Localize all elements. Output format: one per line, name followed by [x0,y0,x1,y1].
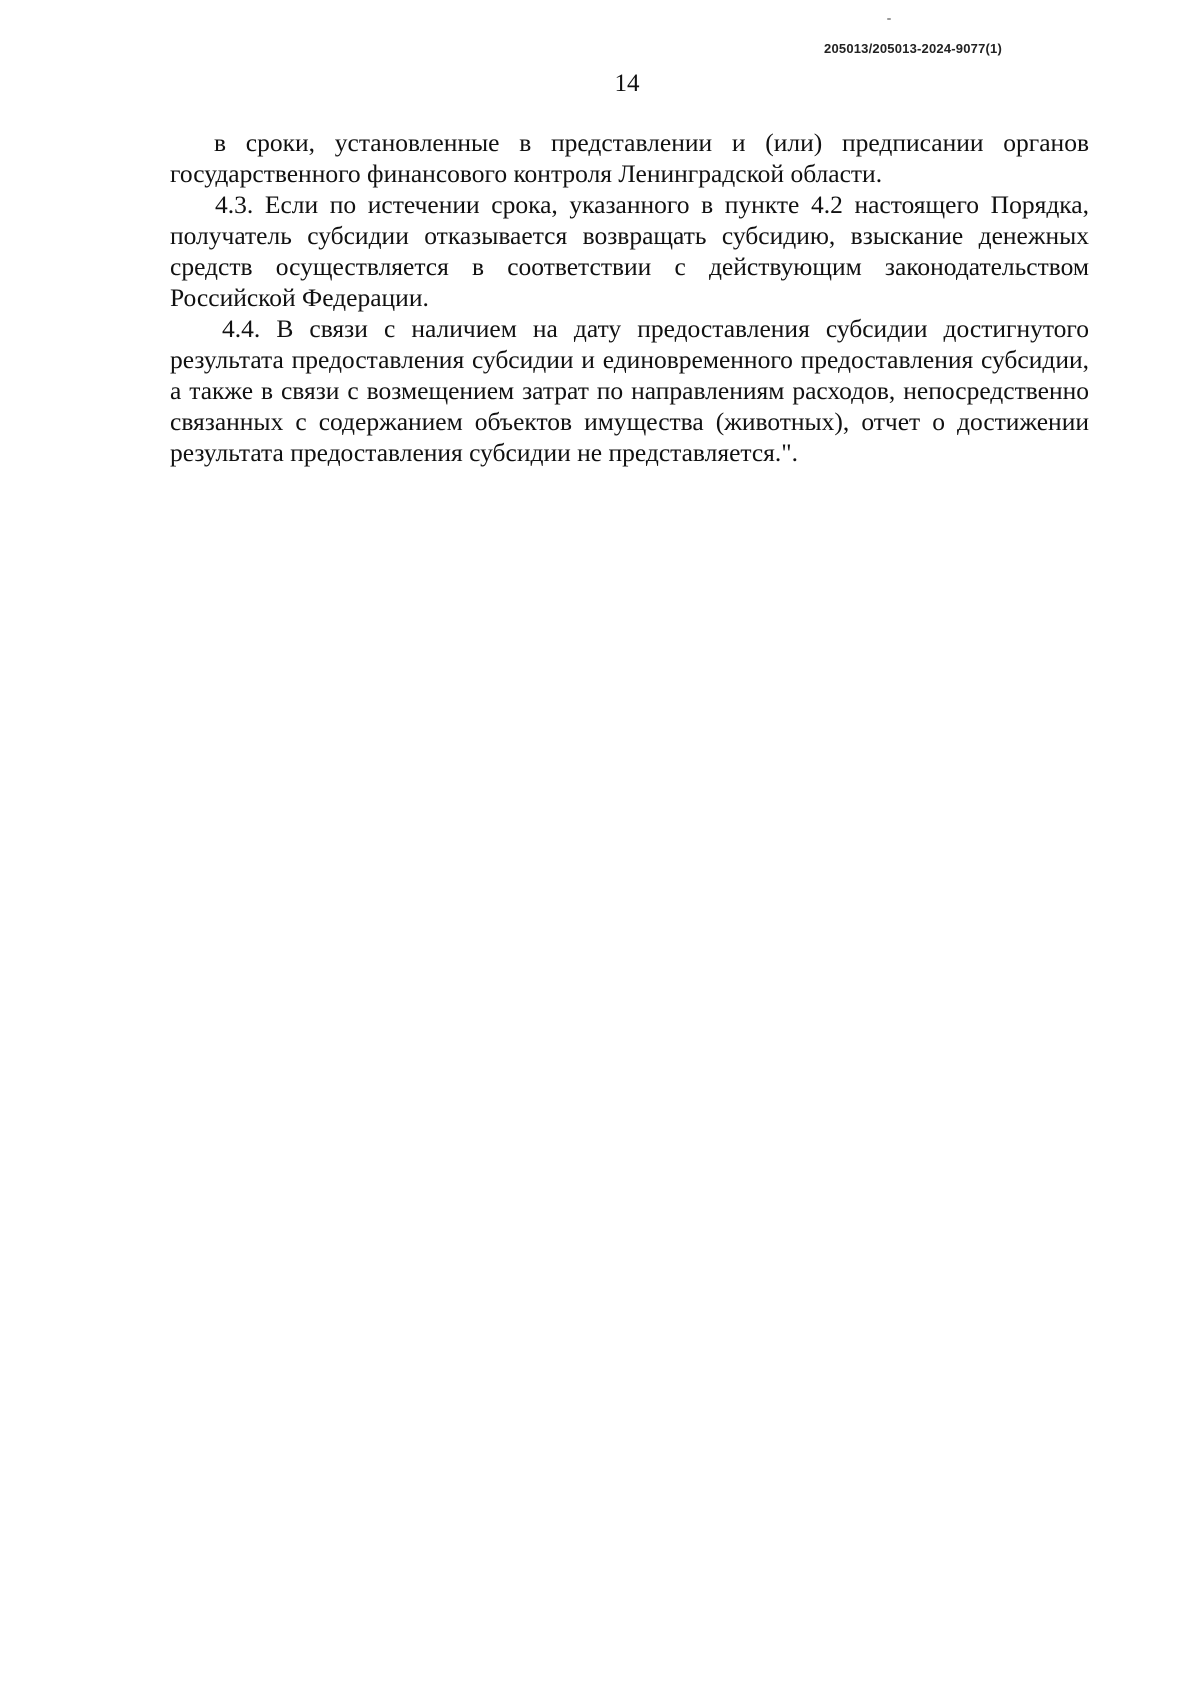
document-body [170,127,1089,468]
paragraph-4-4: 4.4. В связи с наличием на дату предоставления субсидии достигнутого результата предоставления субсидии и единовременного предоставления субсидии, а также в связи с возмещением затрат по направлениям расходов, непосредственно связанных с содержанием объектов имущества (животных), отчет о достижении результата предоставления субсидии не представляется.". [170,314,1089,467]
page-number: 14 [614,70,640,97]
scan-artifact [887,18,891,20]
paragraph-4-3: 4.3. Если по истечении срока, указанного в пункте 4.2 настоящего Порядка, получатель субсидии отказывается возвращать субсидию, взыскание денежных средств осуществляется в соответствии с действующим законодательством Российской Федерации. [170,190,1089,312]
paragraph-continuation: в сроки, установленные в представлении и (или) предписании органов государственного финансового контроля Ленинградской области. [170,128,1089,188]
document-registration-number: 205013/205013-2024-9077(1) [824,41,1002,56]
